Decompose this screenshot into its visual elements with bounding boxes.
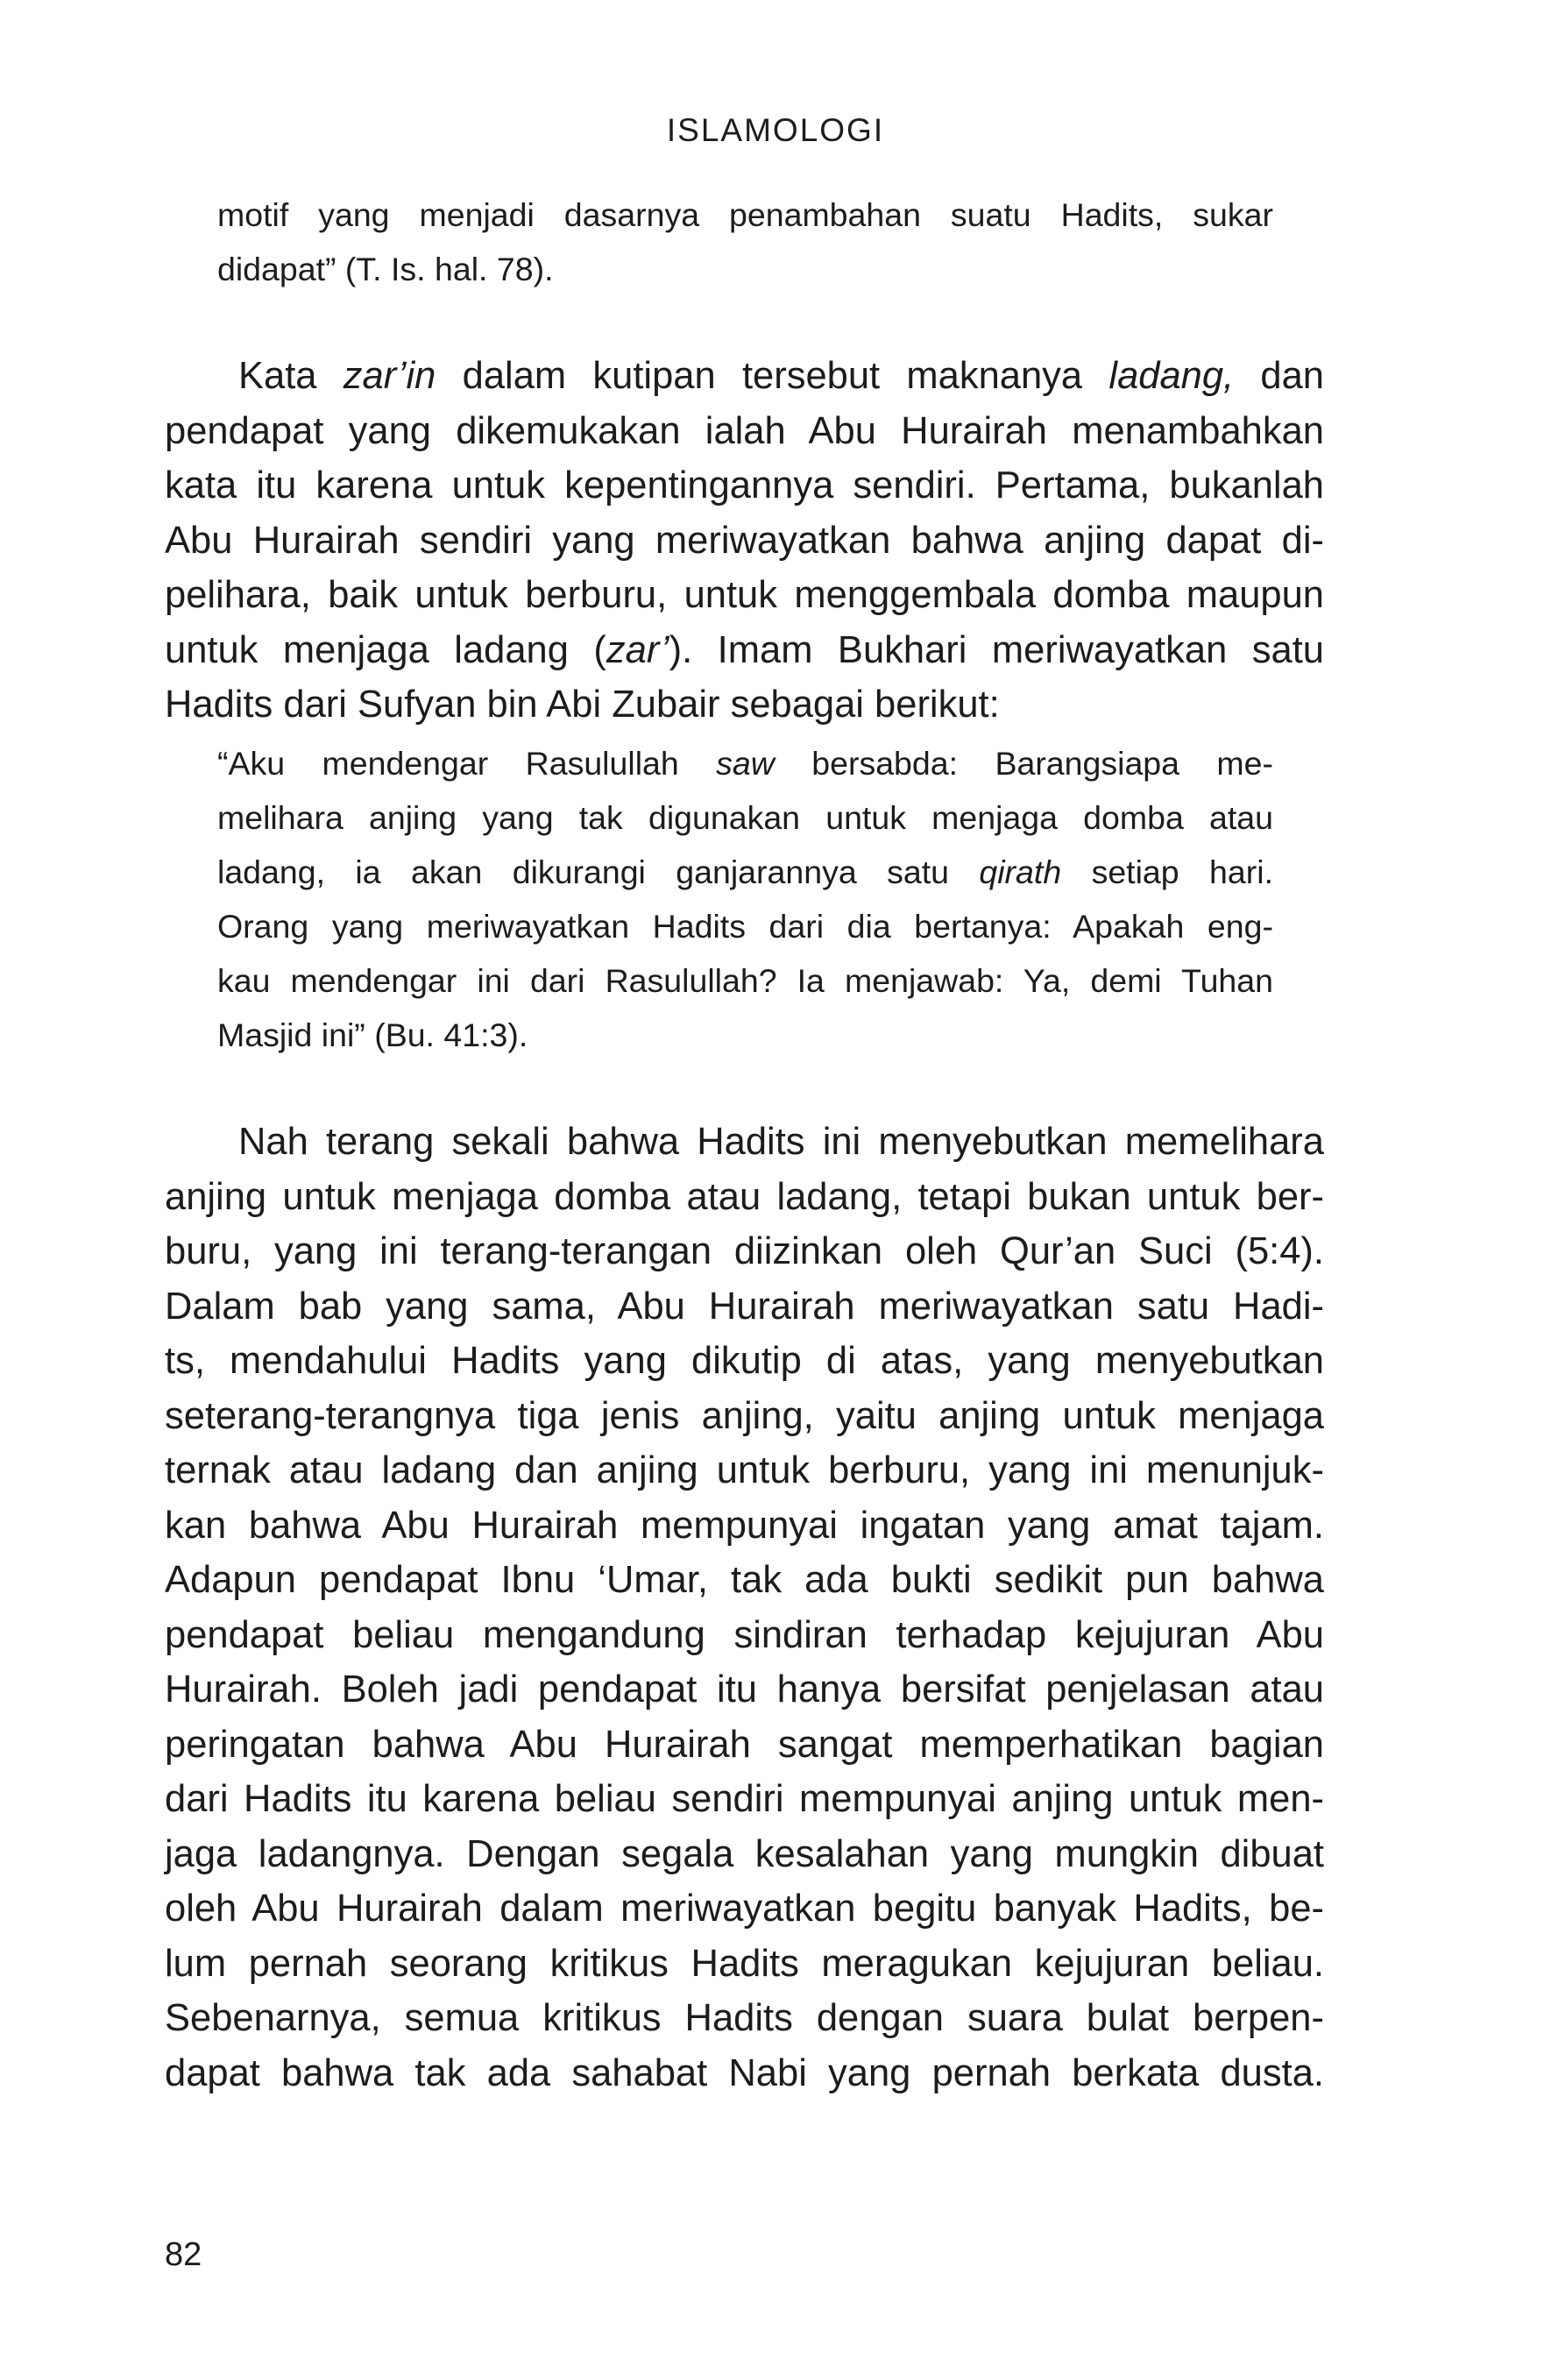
text-line: pendapat yang dikemukakan ialah Abu Hurairah menambahkan (165, 409, 1324, 452)
text-line: Nah terang sekali bahwa Hadits ini menyebutkan memelihara (238, 1121, 1324, 1163)
text-line: Hadits dari Sufyan bin Abi Zubair sebagai berikut: (165, 684, 1000, 726)
text-line: didapat” (T. Is. hal. 78). (217, 251, 554, 287)
quote-continuation (217, 188, 1273, 296)
text-line: ternak atau ladang dan anjing untuk berburu, yang ini menunjuk- (165, 1449, 1324, 1491)
text-segment: untuk menjaga ladang ( (165, 628, 606, 671)
text-line: oleh Abu Hurairah dalam meriwayatkan begitu banyak Hadits, be- (165, 1888, 1324, 1930)
body-paragraph-1 (165, 349, 1324, 733)
text-line (165, 623, 1324, 678)
italic-term-qirath: qirath (979, 854, 1062, 890)
text-line (217, 736, 1273, 790)
text-segment: ). Imam Bukhari meriwayatkan satu (669, 628, 1324, 671)
text-segment: dan (1234, 355, 1325, 397)
text-line: Abu Hurairah sendiri yang meriwayatkan bahwa anjing dapat di- (165, 519, 1324, 562)
text-line: dapat bahwa tak ada sahabat Nabi yang pernah berkata dusta. (165, 2051, 1324, 2094)
text-segment: setiap hari. (1061, 854, 1273, 890)
text-line (165, 349, 1324, 404)
text-line: Dalam bab yang sama, Abu Hurairah meriwayatkan satu Hadi- (165, 1285, 1324, 1328)
text-line: ts, mendahului Hadits yang dikutip di atas, yang menyebutkan (165, 1340, 1324, 1382)
text-line: pelihara, baik untuk berburu, untuk menggembala domba maupun (165, 574, 1324, 616)
text-line: Masjid ini” (Bu. 41:3). (217, 1016, 528, 1053)
text-segment: Kata (238, 355, 343, 397)
text-line: Hurairah. Boleh jadi pendapat itu hanya bersifat penjelasan atau (165, 1668, 1324, 1711)
text-segment: bersabda: Barangsiapa me- (774, 745, 1274, 782)
text-line: Adapun pendapat Ibnu ‘Umar, tak ada bukti sedikit pun bahwa (165, 1559, 1324, 1601)
text-segment: “Aku mendengar Rasulullah (217, 745, 717, 782)
text-line: kata itu karena untuk kepentingannya sendiri. Pertama, bukanlah (165, 464, 1324, 506)
text-line: Sebenarnya, semua kritikus Hadits dengan suara bulat berpen- (165, 1997, 1324, 2039)
text-line: melihara anjing yang tak digunakan untuk menjaga domba atau (217, 799, 1273, 836)
text-line: anjing untuk menjaga domba atau ladang, tetapi bukan untuk ber- (165, 1175, 1324, 1218)
text-line: pendapat beliau mengandung sindiran terhadap kejujuran Abu (165, 1613, 1324, 1656)
text-line: kan bahwa Abu Hurairah mempunyai ingatan yang amat tajam. (165, 1504, 1324, 1547)
text-line: Orang yang meriwayatkan Hadits dari dia bertanya: Apakah eng- (217, 908, 1273, 945)
text-line: seterang-terangnya tiga jenis anjing, yaitu anjing untuk menjaga (165, 1394, 1324, 1437)
text-line (217, 845, 1273, 899)
text-line: buru, yang ini terang-terangan diizinkan oleh Qur’an Suci (5:4). (165, 1230, 1324, 1272)
text-line: peringatan bahwa Abu Hurairah sangat memperhatikan bagian (165, 1723, 1324, 1766)
text-line: lum pernah seorang kritikus Hadits meragukan kejujuran beliau. (165, 1942, 1324, 1985)
italic-term-saw: saw (716, 745, 775, 782)
text-line: dari Hadits itu karena beliau sendiri mempunyai anjing untuk men- (165, 1778, 1324, 1820)
running-header: ISLAMOLOGI (666, 112, 885, 148)
italic-term-ladang: ladang, (1108, 355, 1235, 397)
text-segment: dalam kutipan tersebut maknanya (436, 355, 1109, 397)
text-line: motif yang menjadi dasarnya penambahan suatu Hadits, sukar (217, 196, 1273, 233)
text-segment: ladang, ia akan dikurangi ganjarannya satu (217, 854, 980, 890)
italic-term-zarin: zar’in (343, 355, 436, 397)
body-paragraph-2 (165, 1115, 1324, 2100)
text-line: kau mendengar ini dari Rasulullah? Ia menjawab: Ya, demi Tuhan (217, 962, 1273, 999)
text-line: jaga ladangnya. Dengan segala kesalahan yang mungkin dibuat (165, 1832, 1324, 1875)
page-number: 82 (165, 2236, 202, 2273)
hadith-quotation (217, 736, 1273, 1062)
italic-term-zar: zar’ (606, 628, 669, 671)
